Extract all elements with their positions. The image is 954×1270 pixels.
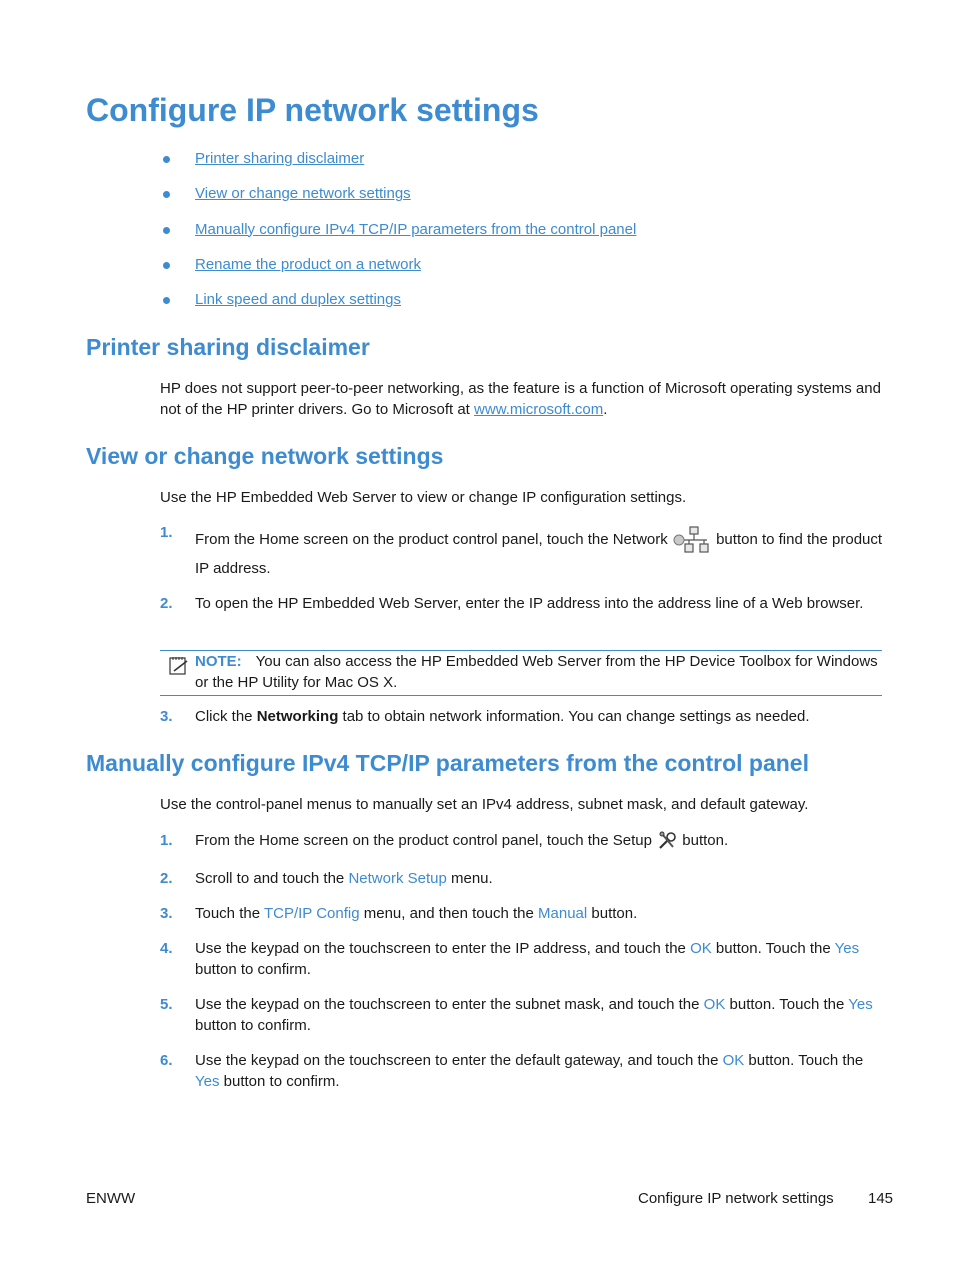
step-text: To open the HP Embedded Web Server, enter the IP address into the address line of a Web browser.: [195, 595, 864, 612]
toc-item[interactable]: [160, 254, 636, 289]
step-number: 3.: [160, 708, 173, 725]
step-text: From the Home screen on the product control panel, touch the Setup: [195, 832, 652, 849]
step-3: [160, 903, 885, 924]
step-text: Use the keypad on the touchscreen to enter the default gateway, and touch the: [195, 1052, 723, 1069]
toc-item[interactable]: [160, 219, 636, 254]
table-of-contents: [160, 148, 636, 324]
step-2: [160, 593, 885, 614]
yes-button-label: Yes: [195, 1073, 220, 1090]
step-number: 3.: [160, 905, 173, 922]
page-title: Configure IP network settings: [86, 92, 539, 128]
printer-sharing-paragraph: [160, 378, 885, 420]
step-6: [160, 1050, 885, 1092]
footer-section-title: Configure IP network settings: [638, 1190, 834, 1207]
step-text: menu, and then touch the: [359, 905, 539, 922]
section-heading-view-change: View or change network settings: [86, 443, 444, 469]
toc-link-printer-sharing[interactable]: Printer sharing disclaimer: [195, 150, 365, 167]
step-text: Use the keypad on the touchscreen to enter the IP address, and touch the: [195, 940, 691, 957]
paragraph-end: .: [603, 401, 608, 418]
ok-button-label: OK: [703, 996, 726, 1013]
toc-item[interactable]: [160, 148, 636, 183]
step-text: Scroll to and touch the: [195, 870, 349, 887]
setup-wrench-icon: [656, 830, 678, 852]
tcpip-config-menu-label: TCP/IP Config: [263, 905, 360, 922]
step-text: button to find the product IP address.: [195, 531, 883, 578]
step-3: [160, 706, 885, 727]
step-text: From the Home screen on the product control panel, touch the Network: [195, 531, 668, 548]
note-text: You can also access the HP Embedded Web Server from the HP Device Toolbox for Windows or the HP Utility for Mac OS X.: [195, 653, 878, 691]
step-number: 4.: [160, 940, 173, 957]
manual-button-label: Manual: [538, 905, 588, 922]
step-number: 2.: [160, 870, 173, 887]
toc-link-link-speed[interactable]: Link speed and duplex settings: [195, 291, 401, 309]
view-change-intro: Use the HP Embedded Web Server to view or change IP configuration settings.: [160, 489, 687, 506]
step-text: tab to obtain network information. You can change settings as needed.: [338, 708, 810, 725]
bullet-icon: [163, 191, 170, 198]
network-icon: [672, 526, 712, 554]
step-number: 5.: [160, 996, 173, 1013]
toc-link-rename[interactable]: Rename the product on a network: [195, 255, 421, 273]
step-number: 6.: [160, 1052, 173, 1069]
note-box: [160, 650, 882, 696]
bullet-icon: [163, 227, 170, 234]
step-text: button to confirm.: [219, 1073, 340, 1090]
toc-item[interactable]: [160, 289, 636, 324]
step-2: [160, 868, 885, 889]
step-4: [160, 938, 885, 980]
ok-button-label: OK: [690, 940, 712, 957]
step-text: button. Touch the: [711, 940, 835, 957]
ok-button-label: OK: [722, 1052, 745, 1069]
step-number: 1.: [160, 524, 173, 541]
yes-button-label: Yes: [834, 940, 860, 957]
step-text: Touch the: [195, 905, 264, 922]
note-label: NOTE:: [195, 653, 242, 670]
step-text: button. Touch the: [725, 996, 849, 1013]
step-number: 2.: [160, 595, 173, 612]
bullet-icon: [163, 297, 170, 304]
section-heading-manual-ipv4: Manually configure IPv4 TCP/IP parameters from the control panel: [86, 750, 809, 776]
step-text: button.: [587, 905, 638, 922]
step-text: button to confirm.: [195, 1017, 311, 1034]
network-setup-menu-label: Network Setup: [348, 870, 447, 887]
yes-button-label: Yes: [848, 996, 873, 1013]
step-text: menu.: [446, 870, 493, 887]
page-number: 145: [868, 1190, 894, 1207]
toc-link-manual-ipv4[interactable]: Manually configure IPv4 TCP/IP parameters from the control panel: [195, 220, 637, 238]
step-number: 1.: [160, 832, 173, 849]
note-icon: [168, 654, 190, 676]
step-1: [160, 830, 885, 852]
step-text: Use the keypad on the touchscreen to enter the subnet mask, and touch the: [195, 996, 704, 1013]
paragraph-text: HP does not support peer-to-peer networking, as the feature is a function of Microsoft operating systems and not of the HP printer drivers. Go to Microsoft at: [160, 380, 881, 418]
step-1: [160, 522, 885, 583]
section-heading-printer-sharing: Printer sharing disclaimer: [86, 334, 370, 360]
toc-item[interactable]: [160, 183, 636, 218]
step-5: [160, 994, 885, 1036]
footer-left-label: ENWW: [86, 1190, 136, 1207]
step-text: Click the: [195, 708, 257, 725]
bullet-icon: [163, 262, 170, 269]
manual-ipv4-intro: Use the control-panel menus to manually set an IPv4 address, subnet mask, and default gateway.: [160, 796, 809, 813]
networking-tab-label: Networking: [256, 708, 339, 725]
toc-link-view-change[interactable]: View or change network settings: [195, 185, 411, 203]
step-text: button.: [682, 832, 729, 849]
step-text: button. Touch the: [744, 1052, 864, 1069]
bullet-icon: [163, 156, 170, 163]
microsoft-link[interactable]: www.microsoft.com: [474, 401, 604, 418]
step-text: button to confirm.: [195, 961, 311, 978]
